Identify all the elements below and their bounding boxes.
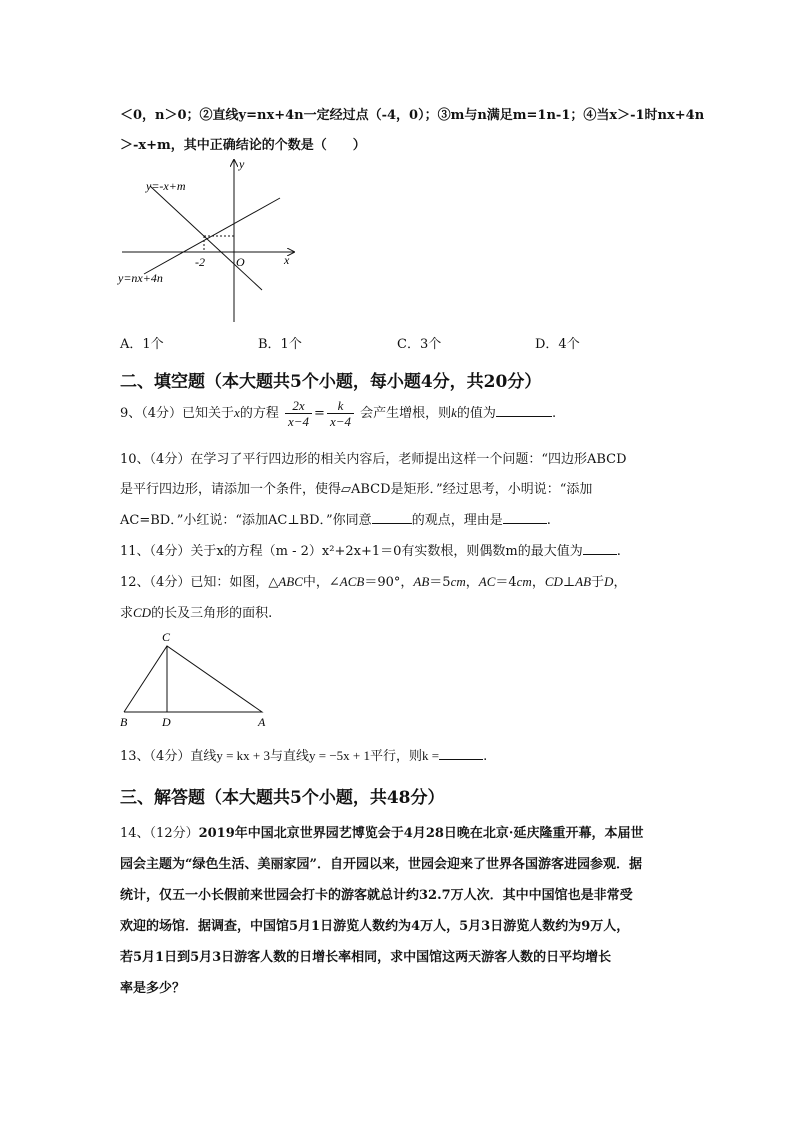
q14-line3: 统计，仅五一小长假前来世园会打卡的游客就总计约32.7万人次．其中中国馆也是非常受 [120, 888, 633, 903]
q12-t8: ⊥ [562, 575, 576, 590]
q12-line2 [120, 602, 272, 621]
option-b[interactable]: B．1个 [258, 337, 302, 352]
vertex-a-label: A [258, 715, 266, 729]
q9-prefix: 9、（4分）已知关于 [120, 406, 235, 421]
q14-line2: 园会主题为“绿色生活、美丽家园”．自开园以来，世园会迎来了世界各国游客进园参观．据 [120, 857, 642, 872]
q14-prefix: 14、（12分） [120, 826, 199, 841]
section-3-title: 三、解答题（本大题共5个小题，共48分） [120, 788, 445, 808]
frac1-denominator: x−4 [287, 414, 310, 429]
line-neg-x-plus-m [150, 186, 262, 290]
q12-cd2: CD [133, 605, 152, 620]
q10-line3-c: . [546, 513, 551, 528]
q11-answer-blank[interactable] [583, 542, 617, 555]
q9-answer-blank[interactable] [496, 404, 552, 417]
q12-d: D [604, 574, 614, 589]
q12-t6: ＝4 [495, 575, 517, 590]
frac2-numerator: k [327, 398, 354, 414]
q9-suffix: 的值为 [456, 406, 496, 421]
vertex-b-label: B [120, 715, 128, 729]
q13-t2: 与直线 [270, 749, 310, 764]
q12-abc: ABC [278, 574, 303, 589]
q12-t1: 12、（4分）已知：如图，△ [120, 575, 279, 590]
q13-line [120, 745, 487, 764]
q14-line6: 率是多少？ [120, 981, 186, 996]
q12-t5: ， [465, 575, 479, 590]
q9-var-x: x [234, 405, 240, 420]
q13-t1: 13、（4分）直线 [120, 749, 217, 764]
q12-ab: AB [413, 574, 430, 589]
q8-graph [112, 156, 302, 326]
q12-t4: ＝5 [429, 575, 451, 590]
q14-line1-text: 2019年中国北京世界园艺博览会于4月28日晚在北京·延庆隆重开幕，本届世 [198, 826, 644, 841]
q13-k: k = [422, 748, 440, 763]
q13-eq1: y = kx + 3 [216, 748, 270, 763]
q9-fraction-1 [285, 398, 312, 429]
section-2-title: 二、填空题（本大题共5个小题，每小题4分，共20分） [120, 372, 542, 392]
q12-line1 [120, 571, 626, 590]
q10-line2: 是平行四边形，请添加一个条件，使得▱ABCD是矩形．”经过思考，小明说：“添加 [120, 482, 593, 497]
q12-ab2: AB [575, 574, 592, 589]
q10-blank-1[interactable] [372, 511, 412, 524]
q11-text: 11、（4分）关于x的方程（m - 2）x²+2x+1＝0有实数根，则偶数m的最大值为 [120, 544, 583, 559]
option-c[interactable]: C．3个 [397, 337, 442, 352]
q12-t3: ＝90°， [364, 575, 414, 590]
y-axis-label: y [239, 157, 245, 171]
line-b-label: y=nx+4n [118, 271, 163, 285]
option-a[interactable]: A．1个 [120, 337, 164, 352]
q10-line3-a: AC=BD．”小红说：“添加AC⊥BD．”你同意 [120, 513, 372, 528]
q13-end: . [483, 749, 488, 764]
q12-t12: 的长及三角形的面积. [151, 606, 273, 621]
x-axis-label: x [284, 253, 290, 267]
q12-acb: ACB [339, 574, 365, 589]
q12-cd: CD [544, 574, 563, 589]
q12-cm2: cm [516, 574, 532, 589]
q12-triangle-figure [112, 628, 282, 730]
q12-t10: ， [613, 575, 627, 590]
foot-d-label: D [162, 715, 171, 729]
q13-answer-blank[interactable] [439, 747, 483, 760]
q9-fraction-2 [327, 398, 354, 429]
q14-line5: 若5月1日到5月3日游客人数的日增长率相同，求中国馆这两天游客人数的日平均增长 [120, 950, 612, 965]
q10-blank-2[interactable] [503, 511, 547, 524]
triangle-outline [124, 646, 262, 712]
q12-t11: 求 [120, 606, 134, 621]
q11-line [120, 540, 621, 559]
q9-line [120, 398, 556, 429]
q10-line3 [120, 509, 551, 528]
q12-t7: ， [531, 575, 545, 590]
q12-t2: 中，∠ [302, 575, 340, 590]
q14-line4: 欢迎的场馆．据调查，中国馆5月1日游览人数约为4万人，5月3日游览人数约为9万人， [120, 919, 630, 934]
vertex-c-label: C [162, 630, 171, 644]
q12-ac: AC [478, 574, 496, 589]
q13-eq2: y = −5x + 1 [309, 748, 371, 763]
q9-end: . [551, 406, 557, 421]
q9-mid1: 的方程 [239, 406, 279, 421]
q10-line3-b: 的观点，理由是 [411, 513, 503, 528]
option-d[interactable]: D．4个 [535, 337, 580, 352]
q9-mid2: 会产生增根，则 [360, 406, 452, 421]
q14-line1 [120, 822, 643, 841]
q13-t3: 平行，则 [370, 749, 423, 764]
q12-t9: 于 [591, 575, 605, 590]
q12-cm1: cm [450, 574, 466, 589]
line-a-label: y=-x+m [146, 179, 186, 193]
frac2-denominator: x−4 [329, 414, 351, 429]
q8-text-line2: ＞-x+m，其中正确结论的个数是（ ） [120, 138, 366, 153]
q9-equals: = [314, 406, 325, 421]
q8-text-line1: ＜0，n＞0；②直线y=nx+4n一定经过点（-4，0）；③m与n满足m=1n-1；④当x＞-1时nx+4n [120, 108, 705, 123]
q10-line1: 10、（4分）在学习了平行四边形的相关内容后，老师提出这样一个问题：“四边形ABCD [120, 452, 627, 467]
q9-var-k: k [451, 405, 457, 420]
origin-label: O [236, 255, 245, 269]
q11-end: . [616, 544, 621, 559]
frac1-numerator: 2x [285, 398, 312, 414]
tick-label: -2 [195, 255, 205, 269]
